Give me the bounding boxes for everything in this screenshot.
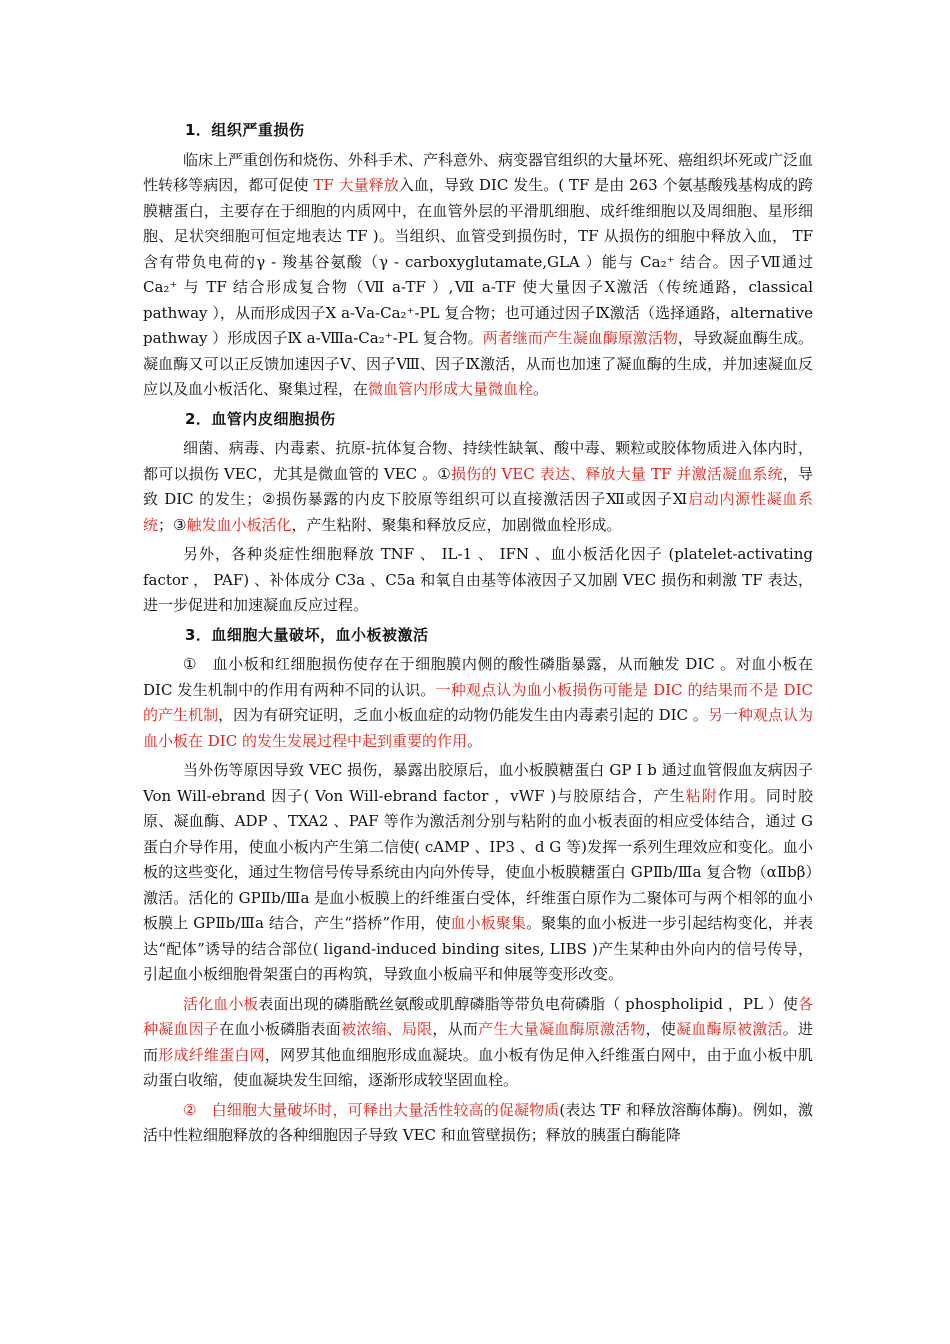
highlighted-text: 粘附 <box>685 786 718 805</box>
text-run: ；③ <box>158 515 187 534</box>
paragraph <box>143 1098 813 1149</box>
text-run: ，产生粘附、聚集和释放反应，加剧微血栓形成。 <box>291 515 622 534</box>
text-run: 在血小板磷脂表面 <box>219 1020 341 1038</box>
text-run: ，使 <box>645 1020 677 1038</box>
text-run: 。 <box>466 731 482 750</box>
text-run: 细菌、病毒、内毒素、抗原-抗体复合物、持续性缺氧、酸中毒、颗粒或胶体物质进入体内时，都可以损伤 VEC，尤其是微血管的 VEC 。① <box>143 439 813 483</box>
document-page <box>143 118 813 1153</box>
paragraph <box>143 542 813 619</box>
paragraph <box>143 758 813 988</box>
text-run: ，网罗其他血细胞形成血凝块。血小板有伪足伸入纤维蛋白网中，由于血小板中肌动蛋白收缩，使血凝块发生回缩，逐渐形成较坚固血栓。 <box>143 1045 813 1089</box>
highlighted-text: 各种凝血因子 <box>143 994 813 1038</box>
highlighted-text: 微血管内形成大量微血栓 <box>368 380 534 398</box>
text-run: 临床上严重创伤和烧伤、外科手术、产科意外、病变器官组织的大量坏死、癌组织坏死或广泛血性转移等病因，都可促使 <box>143 150 814 194</box>
highlighted-text: 另一种观点认为血小板在 DIC 的发生发展过程中起到重要的作用 <box>143 706 813 750</box>
highlighted-text: 活化血小板 <box>183 994 259 1013</box>
highlighted-text: 凝血酶原被激活 <box>676 1020 783 1038</box>
highlighted-text: 一种观点认为血小板损伤可能是 DIC 的结果而不是 DIC 的产生机制 <box>143 680 813 724</box>
text-run: 表面出现的磷脂酰丝氨酸或肌醇磷脂等带负电荷磷脂（ phospholipid ，PL ）使 <box>258 994 798 1013</box>
highlighted-text: 启动内源性凝血系统 <box>143 490 813 534</box>
highlighted-text: 触发血小板活化 <box>186 515 292 534</box>
section-heading: 1．组织严重损伤 <box>185 121 305 139</box>
text-run: ① 血小板和红细胞损伤使存在于细胞膜内侧的酸性磷脂暴露，从而触发 DIC 。对血小板在 DIC 发生机制中的作用有两种不同的认识。 <box>143 655 813 699</box>
section-heading: 2．血管内皮细胞损伤 <box>185 409 336 428</box>
text-run: 另外，各种炎症性细胞释放 TNF 、 IL-1 、 IFN 、血小板活化因子 (platelet-activating factor ， PAF) 、补体成分 C3a 、C5a 和氧自由基等体液因子又加剧 VEC 损伤和刺激 TF 表达，进一步促进和加速凝血反应过程。 <box>143 545 813 614</box>
text-run: 。 <box>533 380 549 398</box>
text-run: ，导致凝血酶生成。凝血酶又可以正反馈加速因子Ⅴ、因子Ⅷ、因子Ⅸ激活，从而也加速了凝血酶的生成，并加速凝血反应以及血小板活化、聚集过程，在 <box>143 329 813 398</box>
highlighted-text: 两者继而产生凝血酶原激活物 <box>482 329 678 347</box>
section-heading: 3．血细胞大量破坏，血小板被激活 <box>185 625 429 644</box>
highlighted-text: 形成纤维蛋白网 <box>158 1045 265 1064</box>
paragraph <box>143 436 813 538</box>
paragraph <box>143 148 813 403</box>
highlighted-text: ② 白细胞大量破坏时，可释出大量活性较高的促凝物质 <box>183 1100 560 1119</box>
highlighted-text: TF 大量释放 <box>313 176 399 194</box>
text-run: ，因为有研究证明，乏血小板血症的动物仍能发生由内毒素引起的 DIC 。 <box>218 706 708 724</box>
text-run: (表达 TF 和释放溶酶体酶)。例如，激活中性粒细胞释放的各种细胞因子导致 VEC 和血管壁损伤；释放的胰蛋白酶能降 <box>143 1100 814 1144</box>
text-run: 。进而 <box>143 1020 813 1064</box>
text-run: 。聚集的血小板进一步引起结构变化，并表达“配体”诱导的结合部位( ligand-induced binding sites, LIBS )产生某种由外向内的信号传导，引起血小板细胞骨架蛋白的再构筑，导致血小板扁平和伸展等变形改变。 <box>143 914 813 983</box>
text-run: ，从而 <box>432 1020 479 1038</box>
highlighted-text: 被浓缩、局限 <box>341 1020 433 1038</box>
paragraph <box>143 652 813 754</box>
paragraph <box>143 992 813 1094</box>
text-run: ，导致 DIC 的发生；②损伤暴露的内皮下胶原等组织可以直接激活因子Ⅻ或因子Ⅺ <box>143 464 813 508</box>
highlighted-text: 损伤的 VEC 表达、释放大量 TF 并激活凝血系统 <box>450 464 783 483</box>
highlighted-text: 产生大量凝血酶原激活物 <box>478 1020 646 1038</box>
text-run: 入血，导致 DIC 发生。( TF 是由 263 个氨基酸残基构成的跨膜糖蛋白，主要存在于细胞的内质网中，在血管外层的平滑肌细胞、成纤维细胞以及周细胞、星形细胞、足状突细胞可恒定地表达 TF )。当组织、血管受到损伤时，TF 从损伤的细胞中释放入血， TF 含有带负电荷的γ - 羧基谷氨酸（γ - carboxyglutamate,GLA ）能与 Ca₂⁺ 结合。因子Ⅶ通过 Ca₂⁺ 与 TF 结合形成复合物（Ⅶ a-TF ）,Ⅶ a-TF 使大量因子Ⅹ激活（传统通路，classical pathway ），从而形成因子Ⅹ a-Ⅴa-Ca₂⁺-PL 复合物；也可通过因子Ⅸ激活（选择通路，alternative pathway ）形成因子Ⅸ a-Ⅷa-Ca₂⁺-PL 复合物。 <box>143 176 813 347</box>
text-run: 作用。同时胶原、凝血酶、ADP 、TXA2 、PAF 等作为激活剂分别与粘附的血小板表面的相应受体结合，通过 G 蛋白介导作用，使血小板内产生第二信使( cAMP 、IP3 、d G 等)发挥一系列生理效应和变化。血小板的这些变化，通过生物信号传导系统由内向外传导，使血小板膜糖蛋白 GPⅡb/Ⅲa 复合物（αⅡbβ）激活。活化的 GPⅡb/Ⅲa 是血小板膜上的纤维蛋白受体，纤维蛋白原作为二聚体可与两个相邻的血小板膜上 GPⅡb/Ⅲa 结合，产生“搭桥”作用，使 <box>143 786 813 932</box>
highlighted-text: 血小板聚集 <box>450 914 527 932</box>
text-run: 当外伤等原因导致 VEC 损伤，暴露出胶原后，血小板膜糖蛋白 GP Ⅰ b 通过血管假血友病因子 Von Will-ebrand 因子( Von Will-ebrand factor ，vWF )与胶原结合，产生 <box>143 761 813 805</box>
